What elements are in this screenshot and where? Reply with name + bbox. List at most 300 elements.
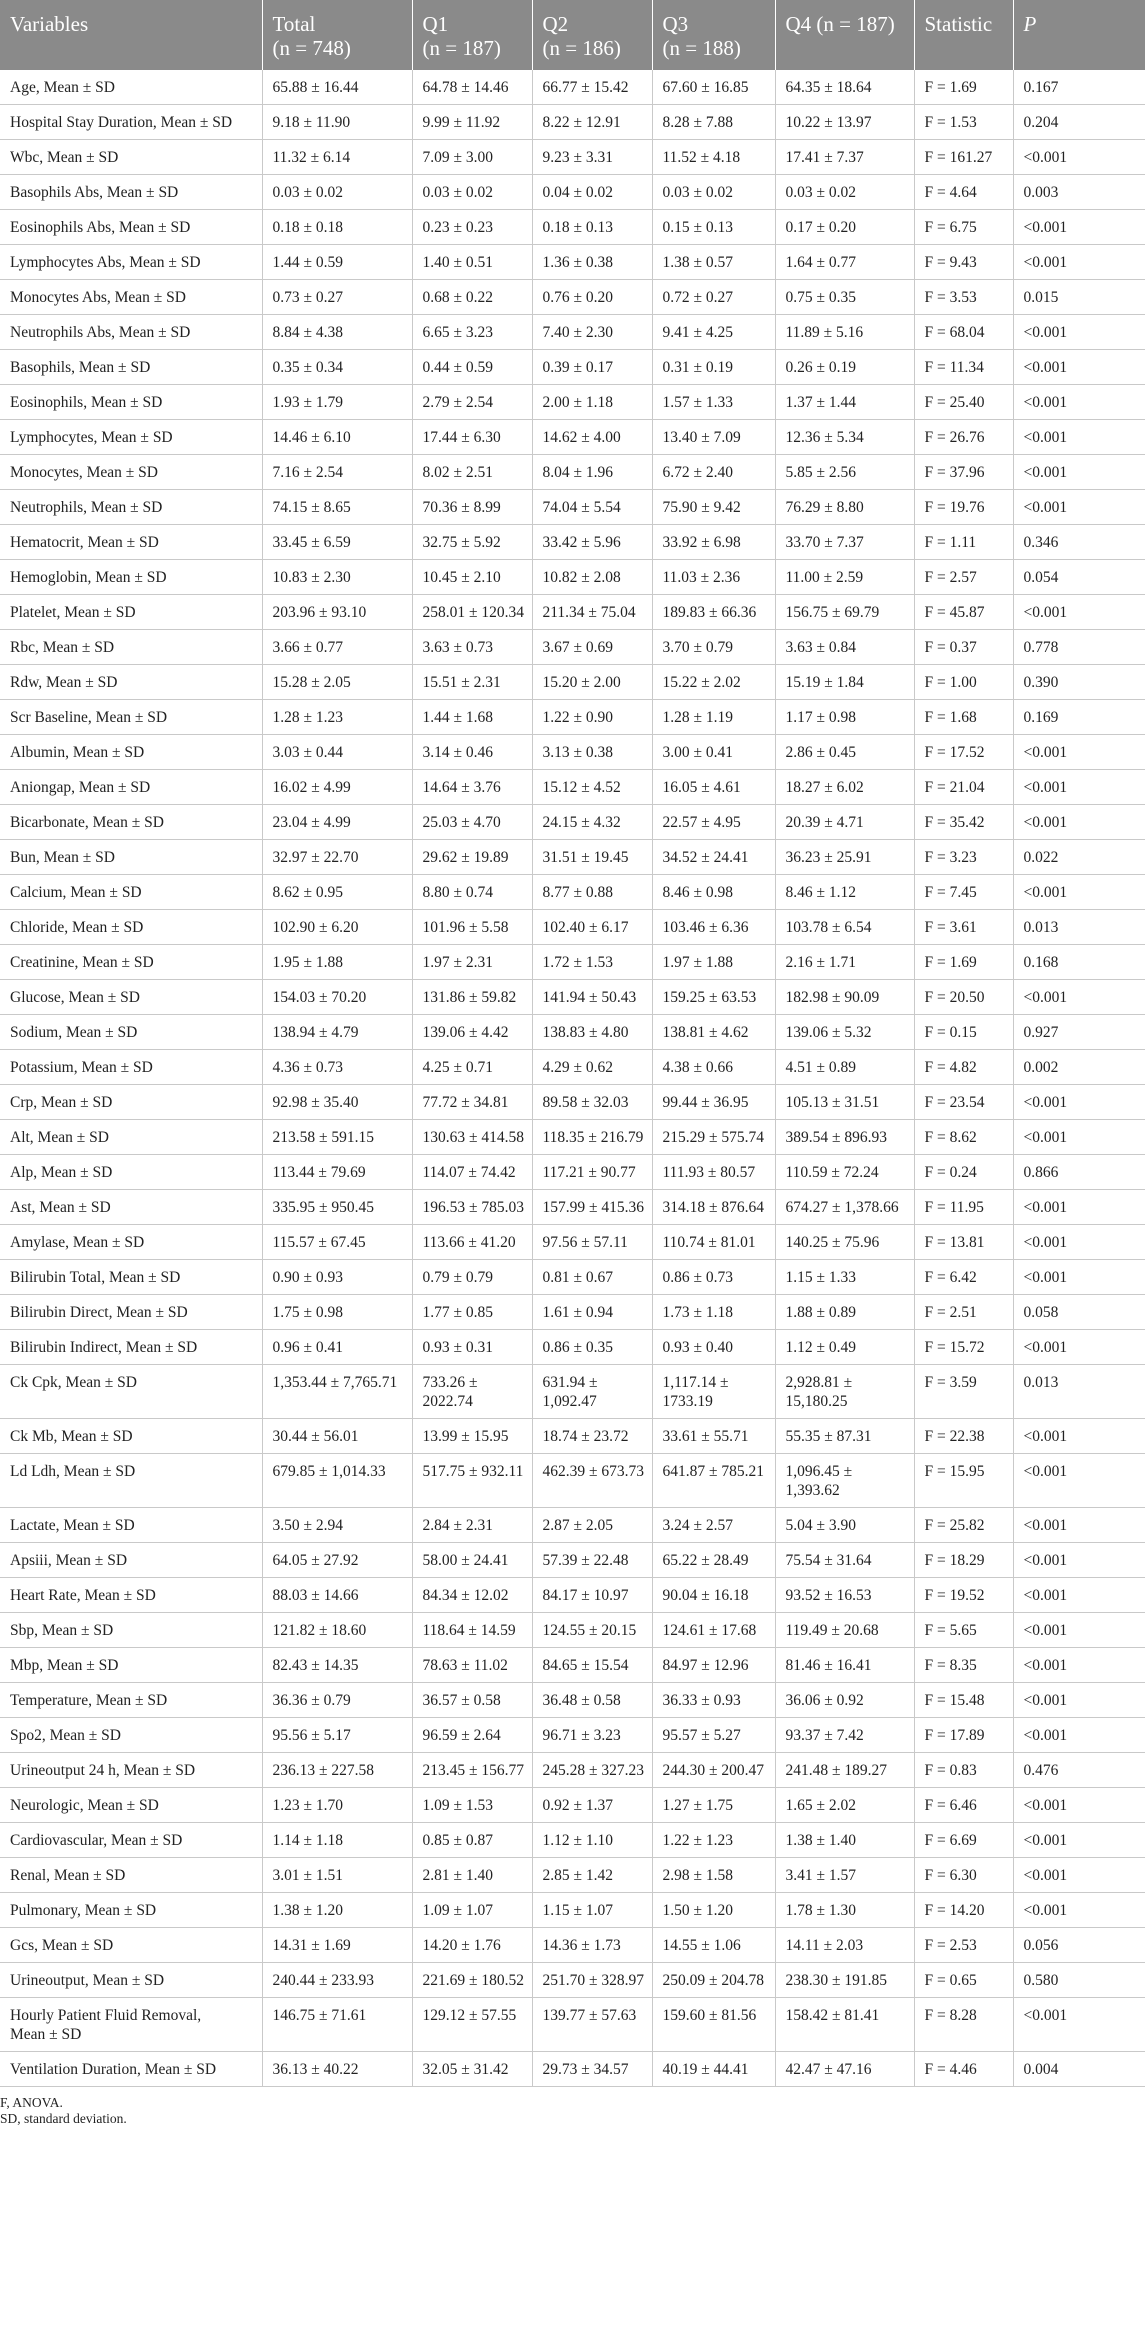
- value-cell: 203.96 ± 93.10: [262, 595, 412, 630]
- value-cell: 1.65 ± 2.02: [775, 1788, 914, 1823]
- value-cell: 139.06 ± 5.32: [775, 1015, 914, 1050]
- value-cell: 65.88 ± 16.44: [262, 70, 412, 105]
- value-cell: 139.77 ± 57.63: [532, 1998, 652, 2052]
- value-cell: 13.40 ± 7.09: [652, 420, 775, 455]
- table-row: [0, 1050, 1145, 1085]
- value-cell: 29.73 ± 34.57: [532, 2052, 652, 2087]
- value-cell: 1.44 ± 1.68: [412, 700, 532, 735]
- table-row: [0, 1543, 1145, 1578]
- table-body: [0, 70, 1145, 2087]
- value-cell: <0.001: [1013, 1419, 1145, 1454]
- value-cell: 97.56 ± 57.11: [532, 1225, 652, 1260]
- value-cell: 13.99 ± 15.95: [412, 1419, 532, 1454]
- value-cell: 33.61 ± 55.71: [652, 1419, 775, 1454]
- value-cell: F = 4.64: [914, 175, 1013, 210]
- variable-name-cell: Bilirubin Indirect, Mean ± SD: [0, 1330, 262, 1365]
- value-cell: 113.66 ± 41.20: [412, 1225, 532, 1260]
- value-cell: F = 3.61: [914, 910, 1013, 945]
- value-cell: 14.46 ± 6.10: [262, 420, 412, 455]
- value-cell: 0.96 ± 0.41: [262, 1330, 412, 1365]
- value-cell: 0.79 ± 0.79: [412, 1260, 532, 1295]
- value-cell: 1.15 ± 1.07: [532, 1893, 652, 1928]
- value-cell: 16.02 ± 4.99: [262, 770, 412, 805]
- table-row: [0, 1419, 1145, 1454]
- value-cell: 2.87 ± 2.05: [532, 1508, 652, 1543]
- value-cell: 258.01 ± 120.34: [412, 595, 532, 630]
- value-cell: <0.001: [1013, 595, 1145, 630]
- value-cell: 0.90 ± 0.93: [262, 1260, 412, 1295]
- variable-name-cell: Eosinophils, Mean ± SD: [0, 385, 262, 420]
- variable-name-cell: Creatinine, Mean ± SD: [0, 945, 262, 980]
- value-cell: <0.001: [1013, 315, 1145, 350]
- value-cell: 32.97 ± 22.70: [262, 840, 412, 875]
- value-cell: 0.44 ± 0.59: [412, 350, 532, 385]
- value-cell: 20.39 ± 4.71: [775, 805, 914, 840]
- value-cell: 102.40 ± 6.17: [532, 910, 652, 945]
- value-cell: 0.058: [1013, 1295, 1145, 1330]
- value-cell: 15.12 ± 4.52: [532, 770, 652, 805]
- value-cell: 3.63 ± 0.84: [775, 630, 914, 665]
- table-row: [0, 980, 1145, 1015]
- value-cell: 1.22 ± 1.23: [652, 1823, 775, 1858]
- table-row: [0, 805, 1145, 840]
- value-cell: 95.57 ± 5.27: [652, 1718, 775, 1753]
- value-cell: 8.04 ± 1.96: [532, 455, 652, 490]
- value-cell: F = 15.48: [914, 1683, 1013, 1718]
- variable-name-cell: Ck Cpk, Mean ± SD: [0, 1365, 262, 1419]
- value-cell: 76.29 ± 8.80: [775, 490, 914, 525]
- variable-name-cell: Alt, Mean ± SD: [0, 1120, 262, 1155]
- value-cell: F = 20.50: [914, 980, 1013, 1015]
- value-cell: 0.18 ± 0.13: [532, 210, 652, 245]
- value-cell: 241.48 ± 189.27: [775, 1753, 914, 1788]
- value-cell: 0.86 ± 0.73: [652, 1260, 775, 1295]
- value-cell: 1,096.45 ± 1,393.62: [775, 1454, 914, 1508]
- value-cell: 81.46 ± 16.41: [775, 1648, 914, 1683]
- table-row: [0, 1823, 1145, 1858]
- value-cell: 1.77 ± 0.85: [412, 1295, 532, 1330]
- value-cell: 1.12 ± 1.10: [532, 1823, 652, 1858]
- column-header: Total (n = 748): [262, 0, 412, 70]
- value-cell: F = 35.42: [914, 805, 1013, 840]
- column-header: Q1 (n = 187): [412, 0, 532, 70]
- value-cell: 8.77 ± 0.88: [532, 875, 652, 910]
- value-cell: 40.19 ± 44.41: [652, 2052, 775, 2087]
- value-cell: 14.62 ± 4.00: [532, 420, 652, 455]
- value-cell: 0.167: [1013, 70, 1145, 105]
- value-cell: 33.70 ± 7.37: [775, 525, 914, 560]
- value-cell: F = 19.52: [914, 1578, 1013, 1613]
- value-cell: 1.09 ± 1.07: [412, 1893, 532, 1928]
- value-cell: 8.46 ± 1.12: [775, 875, 914, 910]
- value-cell: 0.013: [1013, 910, 1145, 945]
- value-cell: 0.92 ± 1.37: [532, 1788, 652, 1823]
- value-cell: 1,117.14 ± 1733.19: [652, 1365, 775, 1419]
- value-cell: 1.09 ± 1.53: [412, 1788, 532, 1823]
- value-cell: 111.93 ± 80.57: [652, 1155, 775, 1190]
- value-cell: 0.04 ± 0.02: [532, 175, 652, 210]
- value-cell: 1.44 ± 0.59: [262, 245, 412, 280]
- variable-name-cell: Ventilation Duration, Mean ± SD: [0, 2052, 262, 2087]
- table-row: [0, 1858, 1145, 1893]
- value-cell: 36.48 ± 0.58: [532, 1683, 652, 1718]
- value-cell: 23.04 ± 4.99: [262, 805, 412, 840]
- value-cell: 16.05 ± 4.61: [652, 770, 775, 805]
- value-cell: F = 17.52: [914, 735, 1013, 770]
- table-row: [0, 1683, 1145, 1718]
- value-cell: 29.62 ± 19.89: [412, 840, 532, 875]
- value-cell: 1.38 ± 1.20: [262, 1893, 412, 1928]
- value-cell: 250.09 ± 204.78: [652, 1963, 775, 1998]
- value-cell: 5.04 ± 3.90: [775, 1508, 914, 1543]
- value-cell: F = 6.75: [914, 210, 1013, 245]
- value-cell: 15.19 ± 1.84: [775, 665, 914, 700]
- table-row: [0, 1508, 1145, 1543]
- value-cell: 101.96 ± 5.58: [412, 910, 532, 945]
- value-cell: 0.18 ± 0.18: [262, 210, 412, 245]
- value-cell: 9.99 ± 11.92: [412, 105, 532, 140]
- value-cell: 7.09 ± 3.00: [412, 140, 532, 175]
- value-cell: 0.056: [1013, 1928, 1145, 1963]
- variable-name-cell: Bilirubin Direct, Mean ± SD: [0, 1295, 262, 1330]
- value-cell: F = 3.53: [914, 280, 1013, 315]
- value-cell: 1.38 ± 1.40: [775, 1823, 914, 1858]
- variable-name-cell: Basophils, Mean ± SD: [0, 350, 262, 385]
- value-cell: 14.20 ± 1.76: [412, 1928, 532, 1963]
- variable-name-cell: Platelet, Mean ± SD: [0, 595, 262, 630]
- value-cell: F = 9.43: [914, 245, 1013, 280]
- value-cell: 14.64 ± 3.76: [412, 770, 532, 805]
- value-cell: 1.37 ± 1.44: [775, 385, 914, 420]
- header-row: [0, 0, 1145, 70]
- value-cell: 8.46 ± 0.98: [652, 875, 775, 910]
- table-row: [0, 210, 1145, 245]
- variable-name-cell: Crp, Mean ± SD: [0, 1085, 262, 1120]
- value-cell: F = 13.81: [914, 1225, 1013, 1260]
- variable-name-cell: Ast, Mean ± SD: [0, 1190, 262, 1225]
- variable-name-cell: Renal, Mean ± SD: [0, 1858, 262, 1893]
- value-cell: 4.25 ± 0.71: [412, 1050, 532, 1085]
- value-cell: 6.65 ± 3.23: [412, 315, 532, 350]
- value-cell: F = 3.59: [914, 1365, 1013, 1419]
- value-cell: 0.81 ± 0.67: [532, 1260, 652, 1295]
- value-cell: 0.72 ± 0.27: [652, 280, 775, 315]
- table-row: [0, 1788, 1145, 1823]
- table-row: [0, 385, 1145, 420]
- variable-name-cell: Eosinophils Abs, Mean ± SD: [0, 210, 262, 245]
- table-row: [0, 1998, 1145, 2052]
- value-cell: 22.57 ± 4.95: [652, 805, 775, 840]
- value-cell: 1.73 ± 1.18: [652, 1295, 775, 1330]
- value-cell: 0.169: [1013, 700, 1145, 735]
- value-cell: 138.81 ± 4.62: [652, 1015, 775, 1050]
- value-cell: 1,353.44 ± 7,765.71: [262, 1365, 412, 1419]
- value-cell: 36.36 ± 0.79: [262, 1683, 412, 1718]
- value-cell: 1.72 ± 1.53: [532, 945, 652, 980]
- column-header: Variables: [0, 0, 262, 70]
- variable-name-cell: Hospital Stay Duration, Mean ± SD: [0, 105, 262, 140]
- value-cell: 4.36 ± 0.73: [262, 1050, 412, 1085]
- value-cell: 65.22 ± 28.49: [652, 1543, 775, 1578]
- value-cell: <0.001: [1013, 1613, 1145, 1648]
- value-cell: 0.866: [1013, 1155, 1145, 1190]
- table-row: [0, 595, 1145, 630]
- value-cell: 8.84 ± 4.38: [262, 315, 412, 350]
- variable-name-cell: Pulmonary, Mean ± SD: [0, 1893, 262, 1928]
- value-cell: 84.34 ± 12.02: [412, 1578, 532, 1613]
- table-row: [0, 1330, 1145, 1365]
- value-cell: 215.29 ± 575.74: [652, 1120, 775, 1155]
- value-cell: 3.14 ± 0.46: [412, 735, 532, 770]
- value-cell: 74.15 ± 8.65: [262, 490, 412, 525]
- value-cell: <0.001: [1013, 1648, 1145, 1683]
- variable-name-cell: Bilirubin Total, Mean ± SD: [0, 1260, 262, 1295]
- table-row: [0, 245, 1145, 280]
- value-cell: 96.71 ± 3.23: [532, 1718, 652, 1753]
- value-cell: 10.45 ± 2.10: [412, 560, 532, 595]
- value-cell: 213.58 ± 591.15: [262, 1120, 412, 1155]
- value-cell: F = 161.27: [914, 140, 1013, 175]
- value-cell: F = 26.76: [914, 420, 1013, 455]
- variable-name-cell: Spo2, Mean ± SD: [0, 1718, 262, 1753]
- value-cell: 679.85 ± 1,014.33: [262, 1454, 412, 1508]
- value-cell: 119.49 ± 20.68: [775, 1613, 914, 1648]
- value-cell: F = 8.35: [914, 1648, 1013, 1683]
- value-cell: F = 0.65: [914, 1963, 1013, 1998]
- value-cell: 77.72 ± 34.81: [412, 1085, 532, 1120]
- value-cell: 1.97 ± 2.31: [412, 945, 532, 980]
- value-cell: 9.41 ± 4.25: [652, 315, 775, 350]
- value-cell: 3.63 ± 0.73: [412, 630, 532, 665]
- value-cell: <0.001: [1013, 1823, 1145, 1858]
- value-cell: 2.16 ± 1.71: [775, 945, 914, 980]
- value-cell: 131.86 ± 59.82: [412, 980, 532, 1015]
- value-cell: 3.24 ± 2.57: [652, 1508, 775, 1543]
- value-cell: <0.001: [1013, 1718, 1145, 1753]
- value-cell: 1.88 ± 0.89: [775, 1295, 914, 1330]
- value-cell: 140.25 ± 75.96: [775, 1225, 914, 1260]
- variable-name-cell: Alp, Mean ± SD: [0, 1155, 262, 1190]
- variable-name-cell: Urineoutput, Mean ± SD: [0, 1963, 262, 1998]
- value-cell: 0.31 ± 0.19: [652, 350, 775, 385]
- value-cell: <0.001: [1013, 455, 1145, 490]
- value-cell: F = 4.82: [914, 1050, 1013, 1085]
- value-cell: 0.204: [1013, 105, 1145, 140]
- value-cell: 0.03 ± 0.02: [775, 175, 914, 210]
- value-cell: 1.15 ± 1.33: [775, 1260, 914, 1295]
- value-cell: 244.30 ± 200.47: [652, 1753, 775, 1788]
- variable-name-cell: Lymphocytes, Mean ± SD: [0, 420, 262, 455]
- value-cell: 0.85 ± 0.87: [412, 1823, 532, 1858]
- footnote: F, ANOVA.: [0, 2095, 63, 2110]
- table-row: [0, 1015, 1145, 1050]
- value-cell: 1.28 ± 1.23: [262, 700, 412, 735]
- table-row: [0, 1718, 1145, 1753]
- value-cell: F = 2.51: [914, 1295, 1013, 1330]
- value-cell: 14.11 ± 2.03: [775, 1928, 914, 1963]
- value-cell: 15.22 ± 2.02: [652, 665, 775, 700]
- value-cell: 14.31 ± 1.69: [262, 1928, 412, 1963]
- value-cell: 36.23 ± 25.91: [775, 840, 914, 875]
- value-cell: F = 3.23: [914, 840, 1013, 875]
- value-cell: 11.52 ± 4.18: [652, 140, 775, 175]
- variable-name-cell: Age, Mean ± SD: [0, 70, 262, 105]
- value-cell: 641.87 ± 785.21: [652, 1454, 775, 1508]
- value-cell: 99.44 ± 36.95: [652, 1085, 775, 1120]
- value-cell: 114.07 ± 74.42: [412, 1155, 532, 1190]
- value-cell: 9.23 ± 3.31: [532, 140, 652, 175]
- variable-name-cell: Basophils Abs, Mean ± SD: [0, 175, 262, 210]
- value-cell: F = 0.83: [914, 1753, 1013, 1788]
- value-cell: 6.72 ± 2.40: [652, 455, 775, 490]
- value-cell: 221.69 ± 180.52: [412, 1963, 532, 1998]
- variable-name-cell: Temperature, Mean ± SD: [0, 1683, 262, 1718]
- value-cell: 1.40 ± 0.51: [412, 245, 532, 280]
- value-cell: F = 68.04: [914, 315, 1013, 350]
- value-cell: <0.001: [1013, 1454, 1145, 1508]
- table-row: [0, 840, 1145, 875]
- column-header: Statistic: [914, 0, 1013, 70]
- value-cell: 314.18 ± 876.64: [652, 1190, 775, 1225]
- table-row: [0, 350, 1145, 385]
- value-cell: 110.74 ± 81.01: [652, 1225, 775, 1260]
- value-cell: 3.01 ± 1.51: [262, 1858, 412, 1893]
- value-cell: F = 25.40: [914, 385, 1013, 420]
- value-cell: 0.76 ± 0.20: [532, 280, 652, 315]
- value-cell: 66.77 ± 15.42: [532, 70, 652, 105]
- value-cell: 17.44 ± 6.30: [412, 420, 532, 455]
- value-cell: 0.26 ± 0.19: [775, 350, 914, 385]
- variable-name-cell: Wbc, Mean ± SD: [0, 140, 262, 175]
- value-cell: 1.61 ± 0.94: [532, 1295, 652, 1330]
- column-header: Q4 (n = 187): [775, 0, 914, 70]
- value-cell: <0.001: [1013, 1260, 1145, 1295]
- value-cell: 32.05 ± 31.42: [412, 2052, 532, 2087]
- value-cell: F = 45.87: [914, 595, 1013, 630]
- value-cell: 0.03 ± 0.02: [652, 175, 775, 210]
- variable-name-cell: Calcium, Mean ± SD: [0, 875, 262, 910]
- variable-name-cell: Lactate, Mean ± SD: [0, 1508, 262, 1543]
- value-cell: 0.004: [1013, 2052, 1145, 2087]
- value-cell: 36.33 ± 0.93: [652, 1683, 775, 1718]
- variable-name-cell: Scr Baseline, Mean ± SD: [0, 700, 262, 735]
- variable-name-cell: Neurologic, Mean ± SD: [0, 1788, 262, 1823]
- value-cell: <0.001: [1013, 1683, 1145, 1718]
- table-row: [0, 420, 1145, 455]
- value-cell: 36.06 ± 0.92: [775, 1683, 914, 1718]
- value-cell: 733.26 ± 2022.74: [412, 1365, 532, 1419]
- table-row: [0, 910, 1145, 945]
- value-cell: 0.15 ± 0.13: [652, 210, 775, 245]
- value-cell: 4.51 ± 0.89: [775, 1050, 914, 1085]
- value-cell: 93.37 ± 7.42: [775, 1718, 914, 1753]
- value-cell: 139.06 ± 4.42: [412, 1015, 532, 1050]
- value-cell: 0.35 ± 0.34: [262, 350, 412, 385]
- value-cell: 8.02 ± 2.51: [412, 455, 532, 490]
- value-cell: <0.001: [1013, 1225, 1145, 1260]
- variable-name-cell: Rbc, Mean ± SD: [0, 630, 262, 665]
- value-cell: 78.63 ± 11.02: [412, 1648, 532, 1683]
- variable-name-cell: Hourly Patient Fluid Removal, Mean ± SD: [0, 1998, 262, 2052]
- value-cell: 238.30 ± 191.85: [775, 1963, 914, 1998]
- value-cell: <0.001: [1013, 1578, 1145, 1613]
- value-cell: 5.85 ± 2.56: [775, 455, 914, 490]
- value-cell: 158.42 ± 81.41: [775, 1998, 914, 2052]
- value-cell: <0.001: [1013, 1998, 1145, 2052]
- value-cell: 10.22 ± 13.97: [775, 105, 914, 140]
- value-cell: 1.38 ± 0.57: [652, 245, 775, 280]
- variable-name-cell: Bun, Mean ± SD: [0, 840, 262, 875]
- value-cell: 124.55 ± 20.15: [532, 1613, 652, 1648]
- value-cell: <0.001: [1013, 875, 1145, 910]
- value-cell: 89.58 ± 32.03: [532, 1085, 652, 1120]
- variable-name-cell: Mbp, Mean ± SD: [0, 1648, 262, 1683]
- value-cell: 9.18 ± 11.90: [262, 105, 412, 140]
- value-cell: 33.45 ± 6.59: [262, 525, 412, 560]
- value-cell: 3.13 ± 0.38: [532, 735, 652, 770]
- value-cell: <0.001: [1013, 1190, 1145, 1225]
- value-cell: 130.63 ± 414.58: [412, 1120, 532, 1155]
- variable-name-cell: Monocytes, Mean ± SD: [0, 455, 262, 490]
- value-cell: F = 19.76: [914, 490, 1013, 525]
- variable-name-cell: Sodium, Mean ± SD: [0, 1015, 262, 1050]
- variable-name-cell: Urineoutput 24 h, Mean ± SD: [0, 1753, 262, 1788]
- value-cell: <0.001: [1013, 735, 1145, 770]
- value-cell: F = 7.45: [914, 875, 1013, 910]
- value-cell: 64.35 ± 18.64: [775, 70, 914, 105]
- footnote: SD, standard deviation.: [0, 2111, 127, 2126]
- value-cell: F = 4.46: [914, 2052, 1013, 2087]
- value-cell: <0.001: [1013, 490, 1145, 525]
- value-cell: 88.03 ± 14.66: [262, 1578, 412, 1613]
- variable-name-cell: Glucose, Mean ± SD: [0, 980, 262, 1015]
- value-cell: 2.00 ± 1.18: [532, 385, 652, 420]
- table-row: [0, 560, 1145, 595]
- value-cell: 631.94 ± 1,092.47: [532, 1365, 652, 1419]
- value-cell: 124.61 ± 17.68: [652, 1613, 775, 1648]
- value-cell: 93.52 ± 16.53: [775, 1578, 914, 1613]
- value-cell: <0.001: [1013, 805, 1145, 840]
- value-cell: F = 22.38: [914, 1419, 1013, 1454]
- value-cell: 110.59 ± 72.24: [775, 1155, 914, 1190]
- value-cell: 34.52 ± 24.41: [652, 840, 775, 875]
- value-cell: <0.001: [1013, 770, 1145, 805]
- value-cell: 189.83 ± 66.36: [652, 595, 775, 630]
- value-cell: 182.98 ± 90.09: [775, 980, 914, 1015]
- value-cell: 0.022: [1013, 840, 1145, 875]
- value-cell: 11.00 ± 2.59: [775, 560, 914, 595]
- variable-name-cell: Gcs, Mean ± SD: [0, 1928, 262, 1963]
- value-cell: 0.68 ± 0.22: [412, 280, 532, 315]
- value-cell: <0.001: [1013, 1893, 1145, 1928]
- value-cell: 102.90 ± 6.20: [262, 910, 412, 945]
- value-cell: 14.55 ± 1.06: [652, 1928, 775, 1963]
- table-row: [0, 630, 1145, 665]
- value-cell: 236.13 ± 227.58: [262, 1753, 412, 1788]
- table-row: [0, 490, 1145, 525]
- value-cell: 1.97 ± 1.88: [652, 945, 775, 980]
- value-cell: 159.25 ± 63.53: [652, 980, 775, 1015]
- value-cell: 24.15 ± 4.32: [532, 805, 652, 840]
- value-cell: 7.16 ± 2.54: [262, 455, 412, 490]
- value-cell: 18.27 ± 6.02: [775, 770, 914, 805]
- value-cell: 0.003: [1013, 175, 1145, 210]
- value-cell: 3.00 ± 0.41: [652, 735, 775, 770]
- value-cell: <0.001: [1013, 1120, 1145, 1155]
- value-cell: 146.75 ± 71.61: [262, 1998, 412, 2052]
- value-cell: 95.56 ± 5.17: [262, 1718, 412, 1753]
- variable-name-cell: Lymphocytes Abs, Mean ± SD: [0, 245, 262, 280]
